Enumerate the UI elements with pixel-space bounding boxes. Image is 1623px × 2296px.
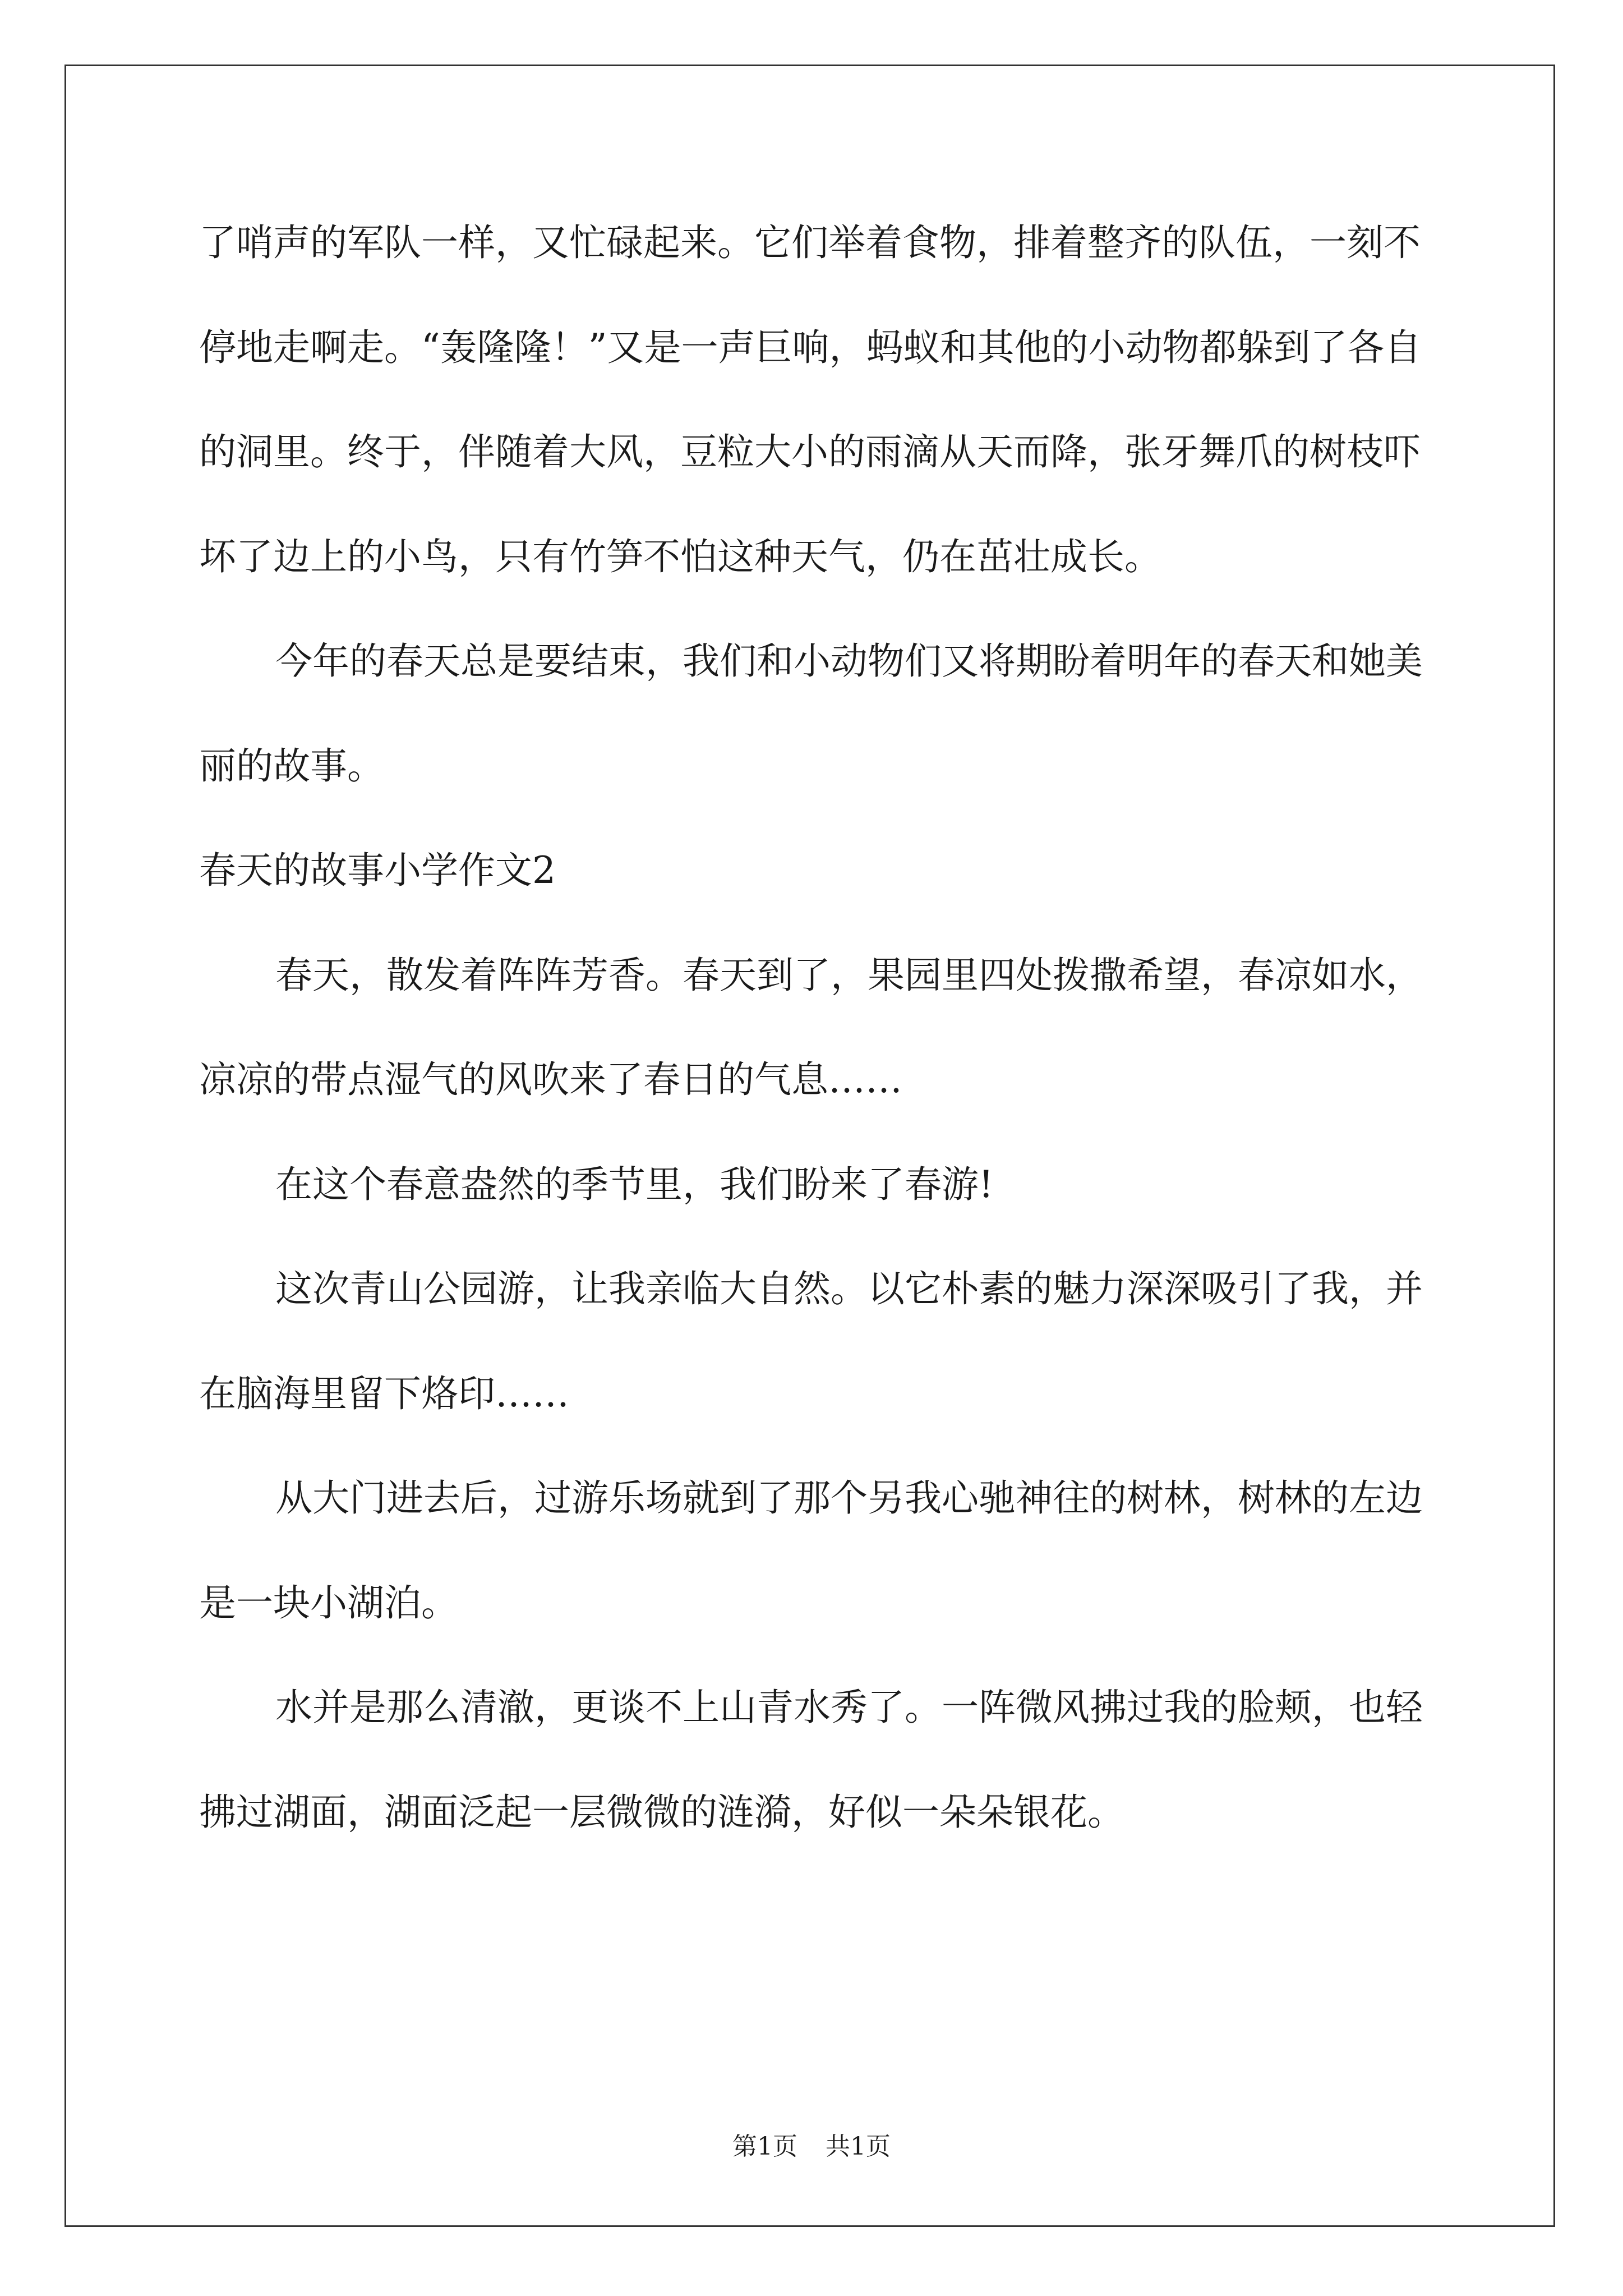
page-footer bbox=[0, 2126, 1623, 2162]
section-heading: 春天的故事小学作文2 bbox=[199, 849, 556, 892]
paragraph: 从大门进去后，过游乐场就到了那个另我心驰神往的树林，树林的左边是一块小湖泊。 bbox=[199, 1476, 1423, 1625]
paragraph: 今年的春天总是要结束，我们和小动物们又将期盼着明年的春天和她美丽的故事。 bbox=[199, 639, 1423, 788]
document-body bbox=[199, 191, 1433, 1865]
paragraph: 水并是那么清澈，更谈不上山青水秀了。一阵微风拂过我的脸颊，也轻拂过湖面，湖面泛起一层微微的涟漪，好似一朵朵银花。 bbox=[199, 1686, 1423, 1834]
paragraph: 春天，散发着阵阵芳香。春天到了，果园里四处拨撒希望，春凉如水，凉凉的带点湿气的风吹来了春日的气息…… bbox=[199, 953, 1423, 1101]
paragraph-continuation: 了哨声的军队一样，又忙碌起来。它们举着食物，排着整齐的队伍，一刻不停地走啊走。“轰隆隆！”又是一声巨响，蚂蚁和其他的小动物都躲到了各自的洞里。终于，伴随着大风，豆粒大小的雨滴从天而降，张牙舞爪的树枝吓坏了边上的小鸟，只有竹笋不怕这种天气，仍在茁壮成长。 bbox=[199, 221, 1422, 578]
paragraph: 在这个春意盎然的季节里，我们盼来了春游! bbox=[275, 1162, 994, 1206]
page-number-total: 共1页 bbox=[826, 2132, 891, 2161]
paragraph: 这次青山公园游，让我亲临大自然。以它朴素的魅力深深吸引了我，并在脑海里留下烙印…… bbox=[199, 1267, 1423, 1415]
page-number-current: 第1页 bbox=[732, 2132, 797, 2161]
